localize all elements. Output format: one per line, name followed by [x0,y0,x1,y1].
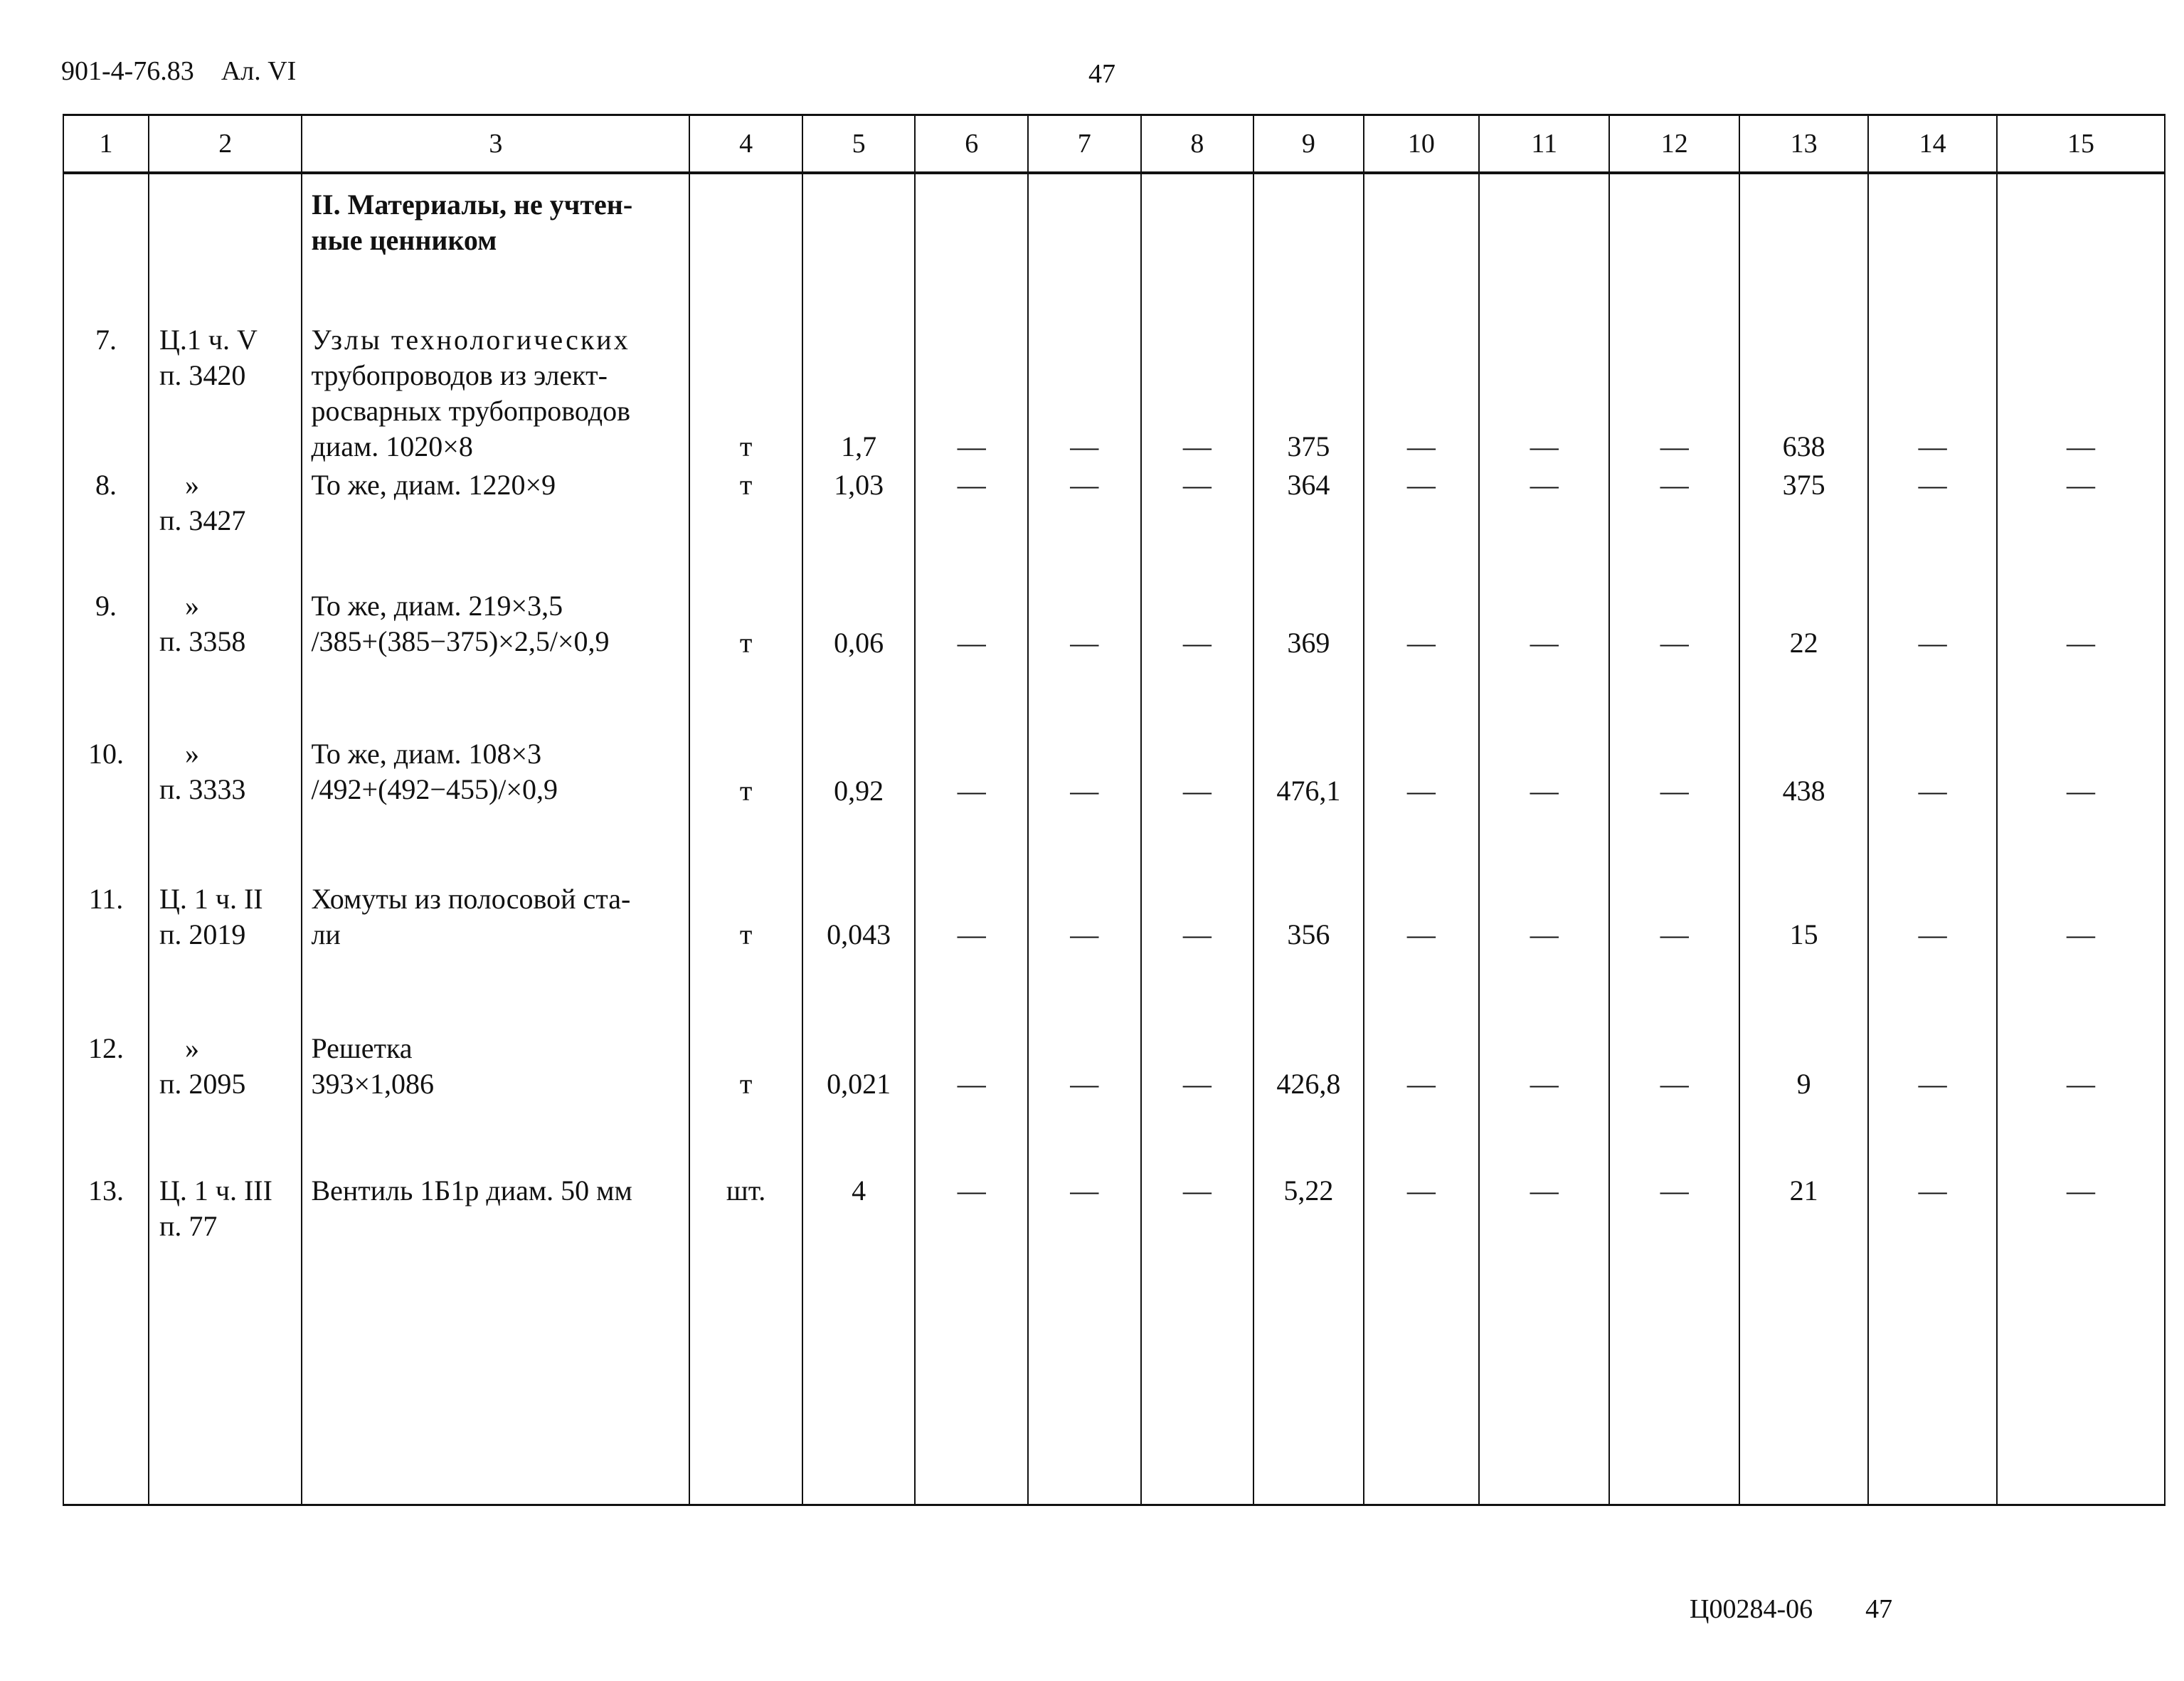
value-cell: — [1028,1173,1141,1505]
value-cell: 438 [1739,736,1868,881]
value-cell: 369 [1253,588,1364,736]
value-cell: — [915,736,1028,881]
value-cell: — [1868,467,1997,588]
value-cell: — [1028,1031,1141,1173]
value-cell: — [1868,1173,1997,1505]
value-cell: — [915,588,1028,736]
table-row [63,467,2165,588]
value-cell: — [1609,1173,1739,1505]
value-cell: 476,1 [1253,736,1364,881]
value-cell: — [915,1031,1028,1173]
value-cell: — [1364,588,1480,736]
value-cell: — [1609,322,1739,467]
column-header: 7 [1028,115,1141,174]
value-cell: 15 [1739,881,1868,1031]
price-reference: Ц. 1 ч. II п. 2019 [149,881,302,1031]
row-number: 11. [63,881,149,1031]
item-description: То же, диам. 1220×9 [302,467,689,588]
column-header: 15 [1997,115,2165,174]
item-description: Узлы технологических трубопроводов из элект- росварных трубопроводов диам. 1020×8 [302,322,689,467]
value-cell: — [1141,588,1254,736]
value-cell: — [915,322,1028,467]
column-header: 10 [1364,115,1480,174]
value-cell: — [1479,322,1609,467]
quantity-cell: 4 [802,1173,916,1505]
value-cell: — [1141,1173,1254,1505]
value-cell: 356 [1253,881,1364,1031]
value-cell: — [1028,881,1141,1031]
column-header: 4 [689,115,802,174]
column-header: 3 [302,115,689,174]
value-cell: — [1609,736,1739,881]
table-row [63,322,2165,467]
materials-table [63,114,2166,1506]
column-header: 2 [149,115,302,174]
value-cell: — [1479,736,1609,881]
column-header: 1 [63,115,149,174]
quantity-cell: 1,03 [802,467,916,588]
value-cell: — [1028,322,1141,467]
doc-code: 901-4-76.83 [61,56,194,86]
value-cell: — [1868,736,1997,881]
value-cell: 375 [1253,322,1364,467]
price-reference: » п. 3427 [149,467,302,588]
table-row [63,1031,2165,1173]
item-description: То же, диам. 219×3,5 /385+(385−375)×2,5/×0,9 [302,588,689,736]
value-cell: — [915,881,1028,1031]
footer-code: Ц00284-06 [1690,1594,1813,1624]
price-reference: » п. 3358 [149,588,302,736]
value-cell: — [1868,588,1997,736]
document-footer [1690,1593,1945,1625]
unit-cell: т [689,467,802,588]
value-cell: — [1997,1031,2165,1173]
row-number: 9. [63,588,149,736]
column-header: 12 [1609,115,1739,174]
quantity-cell: 0,043 [802,881,916,1031]
value-cell: — [1364,1173,1480,1505]
item-description: Вентиль 1Б1р диам. 50 мм [302,1173,689,1505]
quantity-cell: 0,021 [802,1031,916,1173]
album-label: Ал. VI [221,56,297,86]
unit-cell: т [689,881,802,1031]
value-cell: — [915,1173,1028,1505]
table-row [63,736,2165,881]
item-description: Решетка 393×1,086 [302,1031,689,1173]
value-cell: — [1997,467,2165,588]
value-cell: — [1141,322,1254,467]
value-cell: 364 [1253,467,1364,588]
value-cell: — [915,467,1028,588]
value-cell: — [1364,736,1480,881]
column-header: 9 [1253,115,1364,174]
column-number-header [63,115,2165,174]
value-cell: — [1141,736,1254,881]
table-row [63,588,2165,736]
value-cell: — [1141,1031,1254,1173]
value-cell: — [1609,467,1739,588]
column-header: 6 [915,115,1028,174]
unit-cell: т [689,1031,802,1173]
value-cell: — [1364,322,1480,467]
value-cell: — [1868,881,1997,1031]
value-cell: 21 [1739,1173,1868,1505]
value-cell: — [1997,588,2165,736]
item-description: То же, диам. 108×3 /492+(492−455)/×0,9 [302,736,689,881]
price-reference: Ц. 1 ч. III п. 77 [149,1173,302,1505]
table-row [63,1173,2165,1505]
value-cell: — [1141,467,1254,588]
value-cell: — [1028,467,1141,588]
value-cell: 5,22 [1253,1173,1364,1505]
section-title: II. Материалы, не учтен- ные ценником [302,173,689,322]
column-header: 11 [1479,115,1609,174]
value-cell: — [1479,467,1609,588]
table-row [63,881,2165,1031]
value-cell: — [1028,736,1141,881]
value-cell: — [1868,322,1997,467]
unit-cell: т [689,588,802,736]
value-cell: — [1479,1031,1609,1173]
value-cell: — [1364,881,1480,1031]
row-number: 13. [63,1173,149,1505]
value-cell: — [1997,881,2165,1031]
column-header: 14 [1868,115,1997,174]
value-cell: — [1479,1173,1609,1505]
item-description: Хомуты из полосовой ста- ли [302,881,689,1031]
row-number: 10. [63,736,149,881]
price-reference: » п. 2095 [149,1031,302,1173]
value-cell: — [1479,588,1609,736]
row-number: 8. [63,467,149,588]
value-cell: — [1609,1031,1739,1173]
column-header: 8 [1141,115,1254,174]
value-cell: — [1364,467,1480,588]
value-cell: — [1868,1031,1997,1173]
value-cell: 426,8 [1253,1031,1364,1173]
quantity-cell: 0,06 [802,588,916,736]
footer-page-number: 47 [1865,1594,1893,1624]
value-cell: — [1997,1173,2165,1505]
column-header: 5 [802,115,916,174]
value-cell: — [1479,881,1609,1031]
value-cell: 9 [1739,1031,1868,1173]
value-cell: — [1028,588,1141,736]
quantity-cell: 1,7 [802,322,916,467]
price-reference: » п. 3333 [149,736,302,881]
value-cell: — [1609,588,1739,736]
value-cell: 375 [1739,467,1868,588]
page-number-top: 47 [1088,59,1115,89]
row-number: 12. [63,1031,149,1173]
section-row [63,173,2165,322]
unit-cell: шт. [689,1173,802,1505]
value-cell: 638 [1739,322,1868,467]
value-cell: — [1997,736,2165,881]
value-cell: — [1141,881,1254,1031]
value-cell: — [1364,1031,1480,1173]
value-cell: — [1997,322,2165,467]
price-reference: Ц.1 ч. V п. 3420 [149,322,302,467]
value-cell: 22 [1739,588,1868,736]
row-number: 7. [63,322,149,467]
column-header: 13 [1739,115,1868,174]
quantity-cell: 0,92 [802,736,916,881]
unit-cell: т [689,736,802,881]
unit-cell: т [689,322,802,467]
value-cell: — [1609,881,1739,1031]
document-header [61,55,323,87]
